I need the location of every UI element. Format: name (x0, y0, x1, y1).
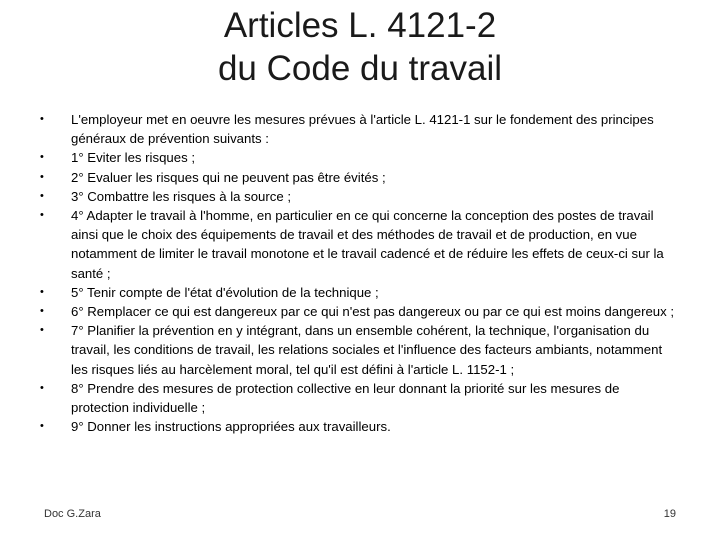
list-item-text: 7° Planifier la prévention en y intégrant, dans un ensemble cohérent, la technique, l'organisation du travail, les conditions de travail, les relations sociales et l'influence des facteurs ambiants, notamment les risques liés au harcèlement moral, tel qu'il est défini à l'article L. 1152-1 ; (71, 323, 663, 377)
list-item (40, 187, 680, 206)
list-item-text: L'employeur met en oeuvre les mesures prévues à l'article L. 4121-1 sur le fondement des principes généraux de prévention suivants : (71, 112, 654, 147)
bullet-icon: • (40, 170, 44, 183)
list-item (40, 321, 680, 379)
slide-title (0, 4, 720, 90)
footer-author: Doc G.Zara (44, 508, 101, 520)
list-item (40, 206, 680, 283)
page-number: 19 (663, 508, 676, 520)
list-item (40, 417, 680, 436)
list-item-text: 4° Adapter le travail à l'homme, en particulier en ce qui concerne la conception des postes de travail ainsi que le choix des équipements de travail et des méthodes de travail et de production, en vue notamment de limiter le travail monotone et le travail cadencé et de réduire les effets de ceux-ci sur la santé ; (71, 208, 664, 281)
list-item-text: 3° Combattre les risques à la source ; (71, 188, 292, 204)
list-item (40, 148, 680, 167)
list-item-text: 5° Tenir compte de l'état d'évolution de la technique ; (71, 284, 379, 300)
list-item-text: 1° Eviter les risques ; (71, 150, 196, 166)
title-line-2: du Code du travail (217, 49, 503, 88)
bullet-icon: • (40, 420, 44, 433)
bullet-icon: • (40, 209, 44, 222)
bullet-icon: • (40, 381, 44, 394)
list-item-text: 6° Remplacer ce qui est dangereux par ce qui n'est pas dangereux ou par ce qui est moins dangereux ; (71, 304, 675, 320)
bullet-icon: • (40, 151, 44, 164)
list-item (40, 283, 680, 302)
list-item-text: 2° Evaluer les risques qui ne peuvent pas être évités ; (71, 169, 386, 185)
list-item (40, 379, 680, 417)
list-item-text: 9° Donner les instructions appropriées aux travailleurs. (71, 419, 391, 435)
bullet-icon: • (40, 305, 44, 318)
title-line-1: Articles L. 4121-2 (223, 6, 497, 45)
list-item-text: 8° Prendre des mesures de protection collective en leur donnant la priorité sur les mesures de protection individuelle ; (71, 380, 620, 416)
list-item (40, 110, 680, 148)
bullet-icon: • (40, 113, 44, 125)
list-item (40, 302, 680, 321)
bullet-icon: • (40, 189, 44, 202)
bullet-icon: • (40, 324, 44, 337)
bullet-icon: • (40, 285, 44, 298)
bullet-list (40, 110, 680, 436)
list-item (40, 168, 680, 187)
